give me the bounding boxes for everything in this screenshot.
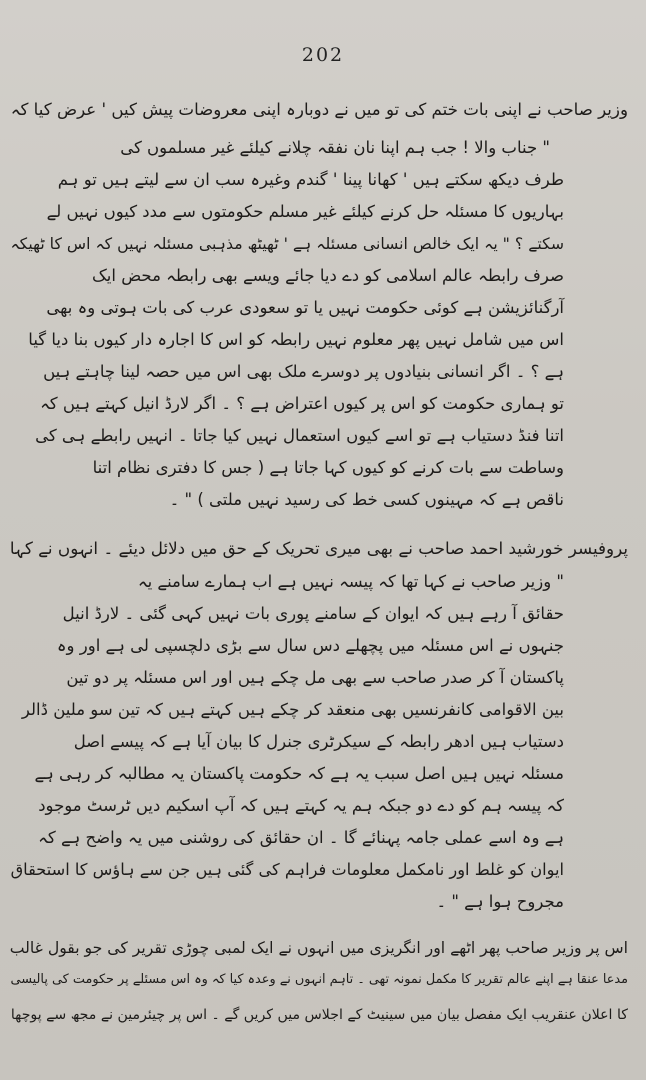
paragraph-1: [8, 102, 628, 126]
page-number: 202: [301, 44, 345, 66]
text-line: " وزیر صاحب نے کہا تھا کہ پیسہ نہیں ہے اب ہمارے سامنے یہ: [137, 572, 564, 591]
text-line: ہے ؟ ۔ اگر انسانی بنیادوں پر دوسرے ملک بھی اس میں حصہ لینا چاہتے ہیں: [43, 362, 564, 381]
text-line: مدعا عنقا ہے اپنے عالم تقریر کا مکمل نمونہ تھی ۔ تاہم انہوں نے وعدہ کیا کہ وہ اس مسئلے پر حکومت کی پالیسی: [10, 972, 628, 987]
text-line: اس میں شامل نہیں پھر معلوم نہیں رابطہ کو اس کا اجارہ دار کیوں بنا دیا گیا: [28, 330, 564, 349]
paragraph-3: [8, 540, 628, 564]
text-line: اتنا فنڈ دستیاب ہے تو اسے کیوں استعمال نہیں کیا جاتا ۔ انہیں رابطے ہی کی: [35, 426, 564, 445]
text-line: پاکستان آ کر صدر صاحب سے بھی مل چکے ہیں اور اس مسئلہ پر دو تین: [66, 668, 564, 687]
text-line: بین الاقوامی کانفرنسیں بھی منعقد کر چکے ہیں کہتے ہیں کہ تین سو ملین ڈالر: [21, 700, 564, 719]
text-line: جنہوں نے اس مسئلہ میں پچھلے دس سال سے بڑی دلچسپی لی ہے اور وہ: [56, 636, 564, 655]
text-line: کہ پیسہ ہم کو دے دو جبکہ ہم یہ کہتے ہیں کہ آپ اسکیم دیں ٹرسٹ موجود: [38, 796, 564, 815]
text-line: کا اعلان عنقریب ایک مفصل بیان میں سینیٹ کے اجلاس میں کریں گے ۔ اس پر چیئرمین نے مجھ سے پوچھا: [10, 1007, 628, 1023]
text-line: ایوان کو غلط اور نامکمل معلومات فراہم کی گئی ہیں جن سے ہاؤس کا استحقاق: [10, 860, 564, 879]
paragraph-2-quote: [8, 140, 628, 520]
text-line: مسئلہ نہیں ہیں اصل سبب یہ ہے کہ حکومت پاکستان یہ مطالبہ کر رہی ہے: [34, 764, 564, 783]
text-line: طرف دیکھ سکتے ہیں ' کھانا پینا ' گندم وغیرہ سب ان سے لیتے ہیں تو ہم: [57, 170, 564, 189]
text-line: اس پر وزیر صاحب پھر اٹھے اور انگریزی میں انہوں نے ایک لمبی چوڑی تقریر کی جو بقول غالب: [9, 938, 628, 957]
text-line: مجروح ہوا ہے " ۔: [436, 892, 564, 911]
text-line: حقائق آ رہے ہیں کہ ایوان کے سامنے پوری بات نہیں کہی گئی ۔ لارڈ انیل: [62, 604, 564, 623]
text-line: ہے وہ اسے عملی جامہ پہنائے گا ۔ ان حقائق کی روشنی میں یہ واضح ہے کہ: [38, 828, 564, 847]
paragraph-4-quote: [8, 574, 628, 924]
text-line: وزیر صاحب نے اپنی بات ختم کی تو میں نے دوبارہ اپنی معروضات پیش کیں ' عرض کیا کہ: [10, 100, 628, 119]
text-line: آرگنائزیشن ہے کوئی حکومت نہیں یا تو سعودی عرب کی بات ہوتی وہ بھی: [46, 298, 564, 317]
text-line: صرف رابطہ عالم اسلامی کو دے دیا جائے ویسے بھی رابطہ محض ایک: [92, 266, 564, 285]
text-line: تو ہماری حکومت کو اس پر کیوں اعتراض ہے ؟ ۔ اگر لارڈ انیل کہتے ہیں کہ: [40, 394, 564, 413]
text-line: سکتے ؟ " یہ ایک خالص انسانی مسئلہ ہے ' ٹھیٹھ مذہبی مسئلہ نہیں کہ اس کا ٹھیکہ: [10, 234, 564, 253]
text-line: بہاریوں کا مسئلہ حل کرنے کیلئے غیر مسلم حکومتوں سے مدد کیوں نہیں لے: [46, 202, 564, 221]
paragraph-5: [8, 940, 628, 1050]
text-line: دستیاب ہیں ادھر رابطہ کے سیکرٹری جنرل کا بیان آیا ہے کہ پیسے اصل: [73, 732, 564, 751]
text-line: وساطت سے بات کرنے کو کیوں کہا جاتا ہے ( جس کا دفتری نظام اتنا: [92, 458, 564, 477]
text-line: ناقص ہے کہ مہینوں کسی خط کی رسید نہیں ملتی ) " ۔: [169, 490, 564, 509]
text-line: " جناب والا ! جب ہم اپنا نان نفقہ چلانے کیلئے غیر مسلموں کی: [120, 138, 550, 157]
text-line: پروفیسر خورشید احمد صاحب نے بھی میری تحریک کے حق میں دلائل دیئے ۔ انہوں نے کہا: [9, 538, 628, 558]
